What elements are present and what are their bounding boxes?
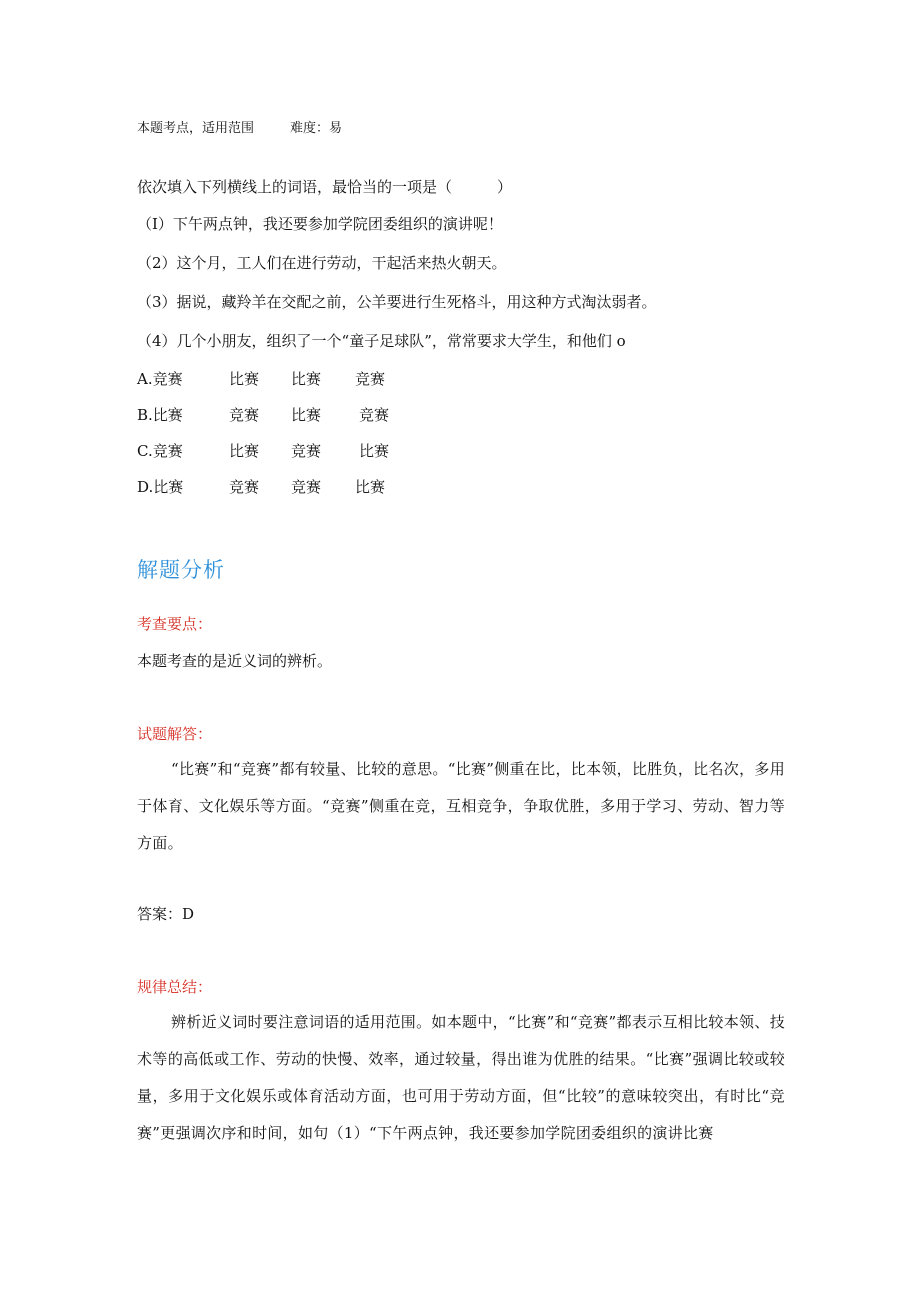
option-word: 比赛 <box>229 442 260 460</box>
topic-label: 本题考点，适用范围 <box>137 121 255 136</box>
meta-line <box>137 119 342 139</box>
option-label: B.比赛 <box>137 406 183 424</box>
option-word: 竞赛 <box>359 406 390 424</box>
option-word: 竞赛 <box>229 406 260 424</box>
solution-text: “比赛”和“竞赛”都有较量、比较的意思。“比赛”侧重在比，比本领，比胜负，比名次，多用于体育、文化娱乐等方面。“竞赛”侧重在竞，互相竞争，争取优胜，多用于学习、劳动、智力等方面。 <box>137 760 785 852</box>
option-word: 竞赛 <box>355 370 386 388</box>
key-points-text: 本题考查的是近义词的辨析。 <box>137 652 333 670</box>
option-label: C.竞赛 <box>137 442 183 460</box>
option-word: 比赛 <box>229 370 260 388</box>
sentence-4: （4）几个小朋友，组织了一个“童子足球队”，常常要求大学生，和他们 o <box>137 332 626 350</box>
option-word: 比赛 <box>291 406 322 424</box>
option-word: 比赛 <box>359 442 390 460</box>
option-b <box>137 405 389 425</box>
sentence-2: （2）这个月，工人们在进行劳动，干起活来热火朝天。 <box>137 254 507 272</box>
option-word: 比赛 <box>355 478 386 496</box>
analysis-title: 解题分析 <box>137 558 225 582</box>
sentence-1: （I）下午两点钟，我还要参加学院团委组织的演讲呢！ <box>137 215 503 233</box>
option-a <box>137 369 385 389</box>
answer-line: 答案：D <box>137 905 195 923</box>
summary-text: 辨析近义词时要注意词语的适用范围。如本题中，“比赛”和“竞赛”都表示互相比较本领、技术等的高低或工作、劳动的快慢、效率，通过较量，得出谁为优胜的结果。“比赛”强调比较或较量，多用于文化娱乐或体育活动方面，也可用于劳动方面，但“比较”的意味较突出，有时比“竞赛”更强调次序和时间，如句（1）“下午两点钟，我还要参加学院团委组织的演讲比赛 <box>137 1013 785 1142</box>
summary-heading: 规律总结： <box>137 978 213 996</box>
sentence-3: （3）据说，藏羚羊在交配之前，公羊要进行生死格斗，用这种方式淘汰弱者。 <box>137 293 657 311</box>
option-word: 比赛 <box>291 370 322 388</box>
question-stem: 依次填入下列横线上的词语，最恰当的一项是（ ） <box>137 178 513 196</box>
option-d <box>137 477 385 497</box>
key-points-heading: 考查要点： <box>137 615 213 633</box>
solution-heading: 试题解答： <box>137 725 213 743</box>
option-c <box>137 441 389 461</box>
option-label: D.比赛 <box>137 478 184 496</box>
option-word: 竞赛 <box>291 478 322 496</box>
difficulty-label: 难度：易 <box>290 121 343 136</box>
option-word: 竞赛 <box>229 478 260 496</box>
option-word: 竞赛 <box>291 442 322 460</box>
option-label: A.竞赛 <box>137 370 183 388</box>
